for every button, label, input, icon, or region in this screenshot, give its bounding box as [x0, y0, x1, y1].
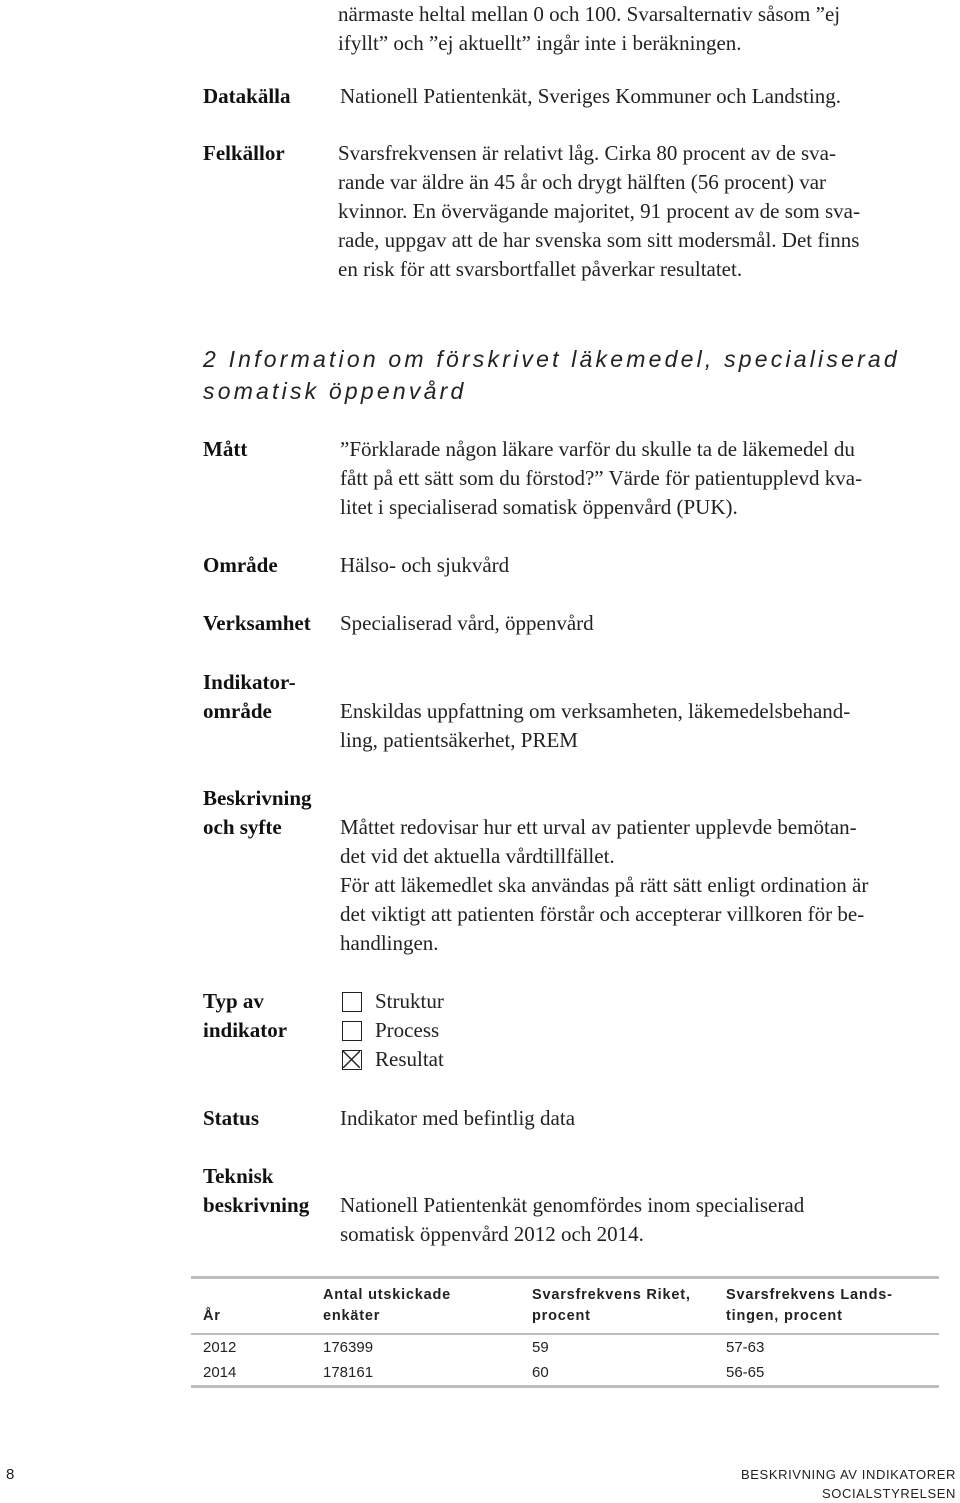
label-line: Beskrivning	[203, 786, 312, 810]
typ-option-label: Process	[375, 1018, 440, 1042]
table-cell: 56-65	[726, 1364, 765, 1381]
intro-line: ifyllt” och ”ej aktuellt” ingår inte i beräkningen.	[338, 31, 742, 55]
label-line: beskrivning	[203, 1193, 310, 1217]
text-line: handlingen.	[340, 931, 439, 955]
table-cell: 57-63	[726, 1339, 765, 1356]
label-line: och syfte	[203, 815, 282, 839]
table-header-ar: År	[203, 1308, 221, 1324]
text-line: kvinnor. En övervägande majoritet, 91 procent av de som sva-	[338, 199, 860, 223]
indikatoromrade-text	[340, 697, 850, 755]
check-cross-icon	[343, 1051, 360, 1068]
table-cell: 2014	[203, 1364, 237, 1381]
checkbox-unchecked-icon	[342, 1021, 362, 1041]
omrade-label: Område	[203, 553, 278, 577]
teknisk-label	[203, 1162, 309, 1220]
text-line: litet i specialiserad somatisk öppenvård (PUK).	[340, 495, 738, 519]
label-line: Typ av	[203, 989, 264, 1013]
felkallor-label: Felkällor	[203, 141, 285, 165]
intro-paragraph	[338, 0, 840, 58]
verksamhet-label: Verksamhet	[203, 611, 311, 635]
text-line: somatisk öppenvård 2012 och 2014.	[340, 1222, 644, 1246]
typ-options	[342, 987, 444, 1074]
table-cell: 60	[532, 1364, 549, 1381]
table-row	[191, 1360, 939, 1387]
typ-label	[203, 987, 287, 1045]
text-line: det viktigt att patienten förstår och accepterar villkoren för be-	[340, 902, 865, 926]
table-cell: 176399	[323, 1339, 374, 1356]
matt-text	[340, 435, 862, 522]
text-line: ”Förklarade någon läkare varför du skulle ta de läkemedel du	[340, 437, 855, 461]
status-label: Status	[203, 1106, 260, 1130]
table-cell: 2012	[203, 1339, 237, 1356]
matt-label: Mått	[203, 437, 248, 461]
label-line: område	[203, 699, 272, 723]
beskrivning-label	[203, 784, 312, 842]
beskrivning-text	[340, 813, 868, 958]
table-cell: 59	[532, 1339, 549, 1356]
text-line: det vid det aktuella vårdtillfället.	[340, 844, 615, 868]
table-header-landstingen: Svarsfrekvens Lands- tingen, procent	[726, 1287, 893, 1324]
table-row	[191, 1334, 939, 1360]
label-line: Teknisk	[203, 1164, 274, 1188]
typ-option-label: Struktur	[375, 989, 444, 1013]
text-line: För att läkemedlet ska användas på rätt sätt enligt ordination är	[340, 873, 869, 897]
text-line: Svarsfrekvensen är relativt låg. Cirka 80 procent av de sva-	[338, 141, 836, 165]
typ-option-label: Resultat	[375, 1047, 444, 1071]
typ-option-resultat	[342, 1045, 444, 1074]
section-heading-line: 2 Information om förskrivet läkemedel, specialiserad	[203, 346, 900, 372]
text-line: ling, patientsäkerhet, PREM	[340, 728, 578, 752]
text-line: Nationell Patientenkät genomfördes inom specialiserad	[340, 1193, 805, 1217]
text-line: Enskildas uppfattning om verksamheten, läkemedelsbehand-	[340, 699, 851, 723]
typ-option-struktur	[342, 987, 444, 1016]
table-cell: 178161	[323, 1364, 374, 1381]
table-header-riket: Svarsfrekvens Riket, procent	[532, 1287, 691, 1324]
verksamhet-text: Specialiserad vård, öppenvård	[340, 611, 594, 635]
response-rate-table	[191, 1276, 939, 1388]
section-heading	[203, 343, 900, 407]
table-header-row	[191, 1278, 939, 1335]
omrade-text: Hälso- och sjukvård	[340, 553, 510, 577]
felkallor-text	[338, 139, 860, 284]
datakalla-label: Datakälla	[203, 84, 291, 108]
indikatoromrade-label	[203, 668, 296, 726]
section-heading-line: somatisk öppenvård	[203, 378, 467, 404]
teknisk-text	[340, 1191, 804, 1249]
intro-line: närmaste heltal mellan 0 och 100. Svarsalternativ såsom ”ej	[338, 2, 841, 26]
typ-option-process	[342, 1016, 444, 1045]
footer-title: BESKRIVNING AV INDIKATORER	[741, 1467, 956, 1482]
text-line: fått på ett sätt som du förstod?” Värde för patientupplevd kva-	[340, 466, 863, 490]
text-line: rade, uppgav att de har svenska som sitt modersmål. Det finns	[338, 228, 860, 252]
text-line: Måttet redovisar hur ett urval av patienter upplevde bemötan-	[340, 815, 857, 839]
checkbox-checked-icon	[342, 1050, 362, 1070]
text-line: en risk för att svarsbortfallet påverkar resultatet.	[338, 257, 743, 281]
checkbox-unchecked-icon	[342, 992, 362, 1012]
footer-org: SOCIALSTYRELSEN	[822, 1486, 956, 1501]
datakalla-text: Nationell Patientenkät, Sveriges Kommuner och Landsting.	[340, 84, 841, 108]
table-header-antal: Antal utskickade enkäter	[323, 1287, 452, 1324]
label-line: indikator	[203, 1018, 288, 1042]
page-number: 8	[6, 1466, 15, 1483]
text-line: rande var äldre än 45 år och drygt hälften (56 procent) var	[338, 170, 827, 194]
label-line: Indikator-	[203, 670, 296, 694]
status-text: Indikator med befintlig data	[340, 1106, 576, 1130]
